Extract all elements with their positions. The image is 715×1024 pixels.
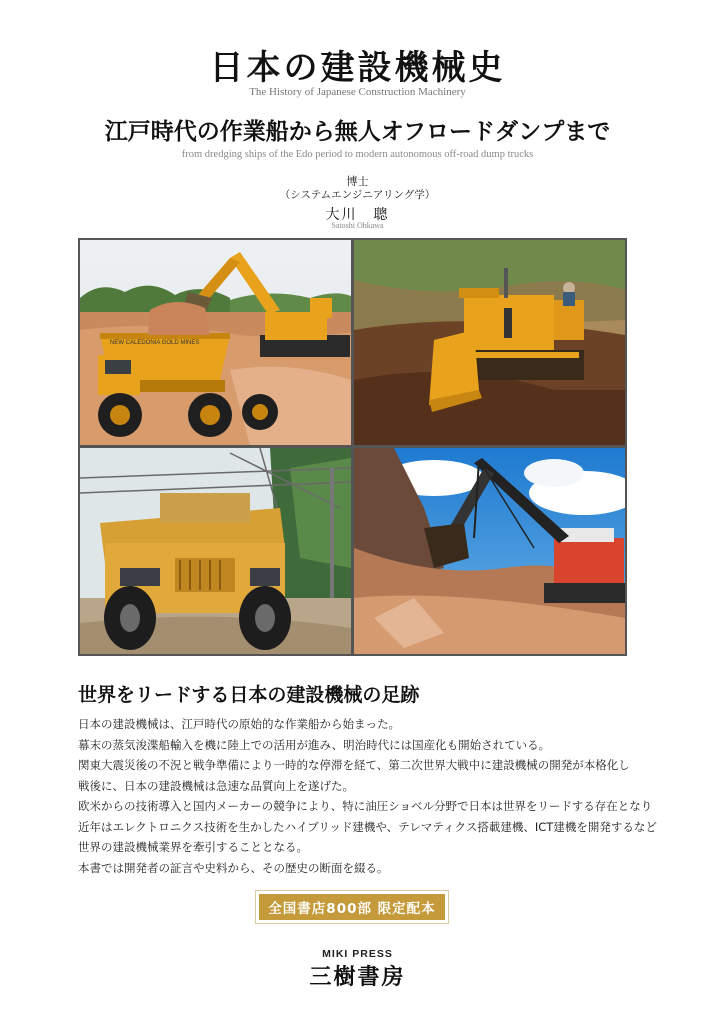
photo-large-dump-truck (80, 448, 351, 654)
limited-edition-badge (255, 890, 449, 924)
publisher-name-english: MIKI PRESS (322, 948, 393, 960)
description-line: 近年はエレクトロニクス技術を生かしたハイブリッド建機や、テレマティクス搭載建機、ICT建機を開発するなど (78, 819, 657, 834)
description-line: 本書では開発者の証言や史料から、その歴史の断面を綴る。 (78, 860, 389, 875)
photo-grid (78, 238, 627, 656)
description-line: 戦後に、日本の建設機械は急速な品質向上を遂げた。 (78, 778, 354, 793)
book-subtitle-english: from dredging ships of the Edo period to modern autonomous off-road dump trucks (181, 149, 534, 160)
publisher-logo: 三樹書房 (309, 964, 406, 990)
description-line: 世界の建設機械業界を牽引することとなる。 (78, 840, 308, 854)
truck-sign: NEW CALEDONIA GOLD MINES (110, 340, 200, 346)
section-heading: 世界をリードする日本の建設機械の足跡 (78, 684, 420, 706)
limited-edition-label: 全国書店800部 限定配本 (259, 894, 445, 920)
book-subtitle: 江戸時代の作業船から無人オフロードダンプまで (104, 119, 611, 145)
author-degree: 博士 (346, 175, 369, 188)
photo-dump-truck-excavator (80, 240, 351, 445)
description-line: 関東大震災後の不況と戦争準備により一時的な停滞を経て、第二次世界大戦中に建設機械の開発が本格化し (78, 758, 630, 772)
description-line: 欧米からの技術導入と国内メーカーの競争により、特に油圧ショベル分野で日本は世界をリードする存在となり (78, 799, 653, 813)
book-title-english: The History of Japanese Construction Machinery (249, 86, 466, 98)
description-line: 日本の建設機械は、江戸時代の原始的な作業船から始まった。 (78, 717, 400, 731)
photo-rope-shovel (354, 448, 625, 654)
description-line: 幕末の蒸気浚渫船輸入を機に陸上での活用が進み、明治時代には国産化も開始されている。 (78, 737, 551, 752)
author-name-english: Satoshi Ohkawa (331, 221, 384, 230)
photo-bulldozer (354, 240, 625, 445)
author-name: 大川 聰 (325, 207, 390, 223)
author-field: （システムエンジニアリング学） (279, 189, 436, 201)
book-title: 日本の建設機械史 (209, 48, 506, 88)
description-body (78, 714, 657, 878)
